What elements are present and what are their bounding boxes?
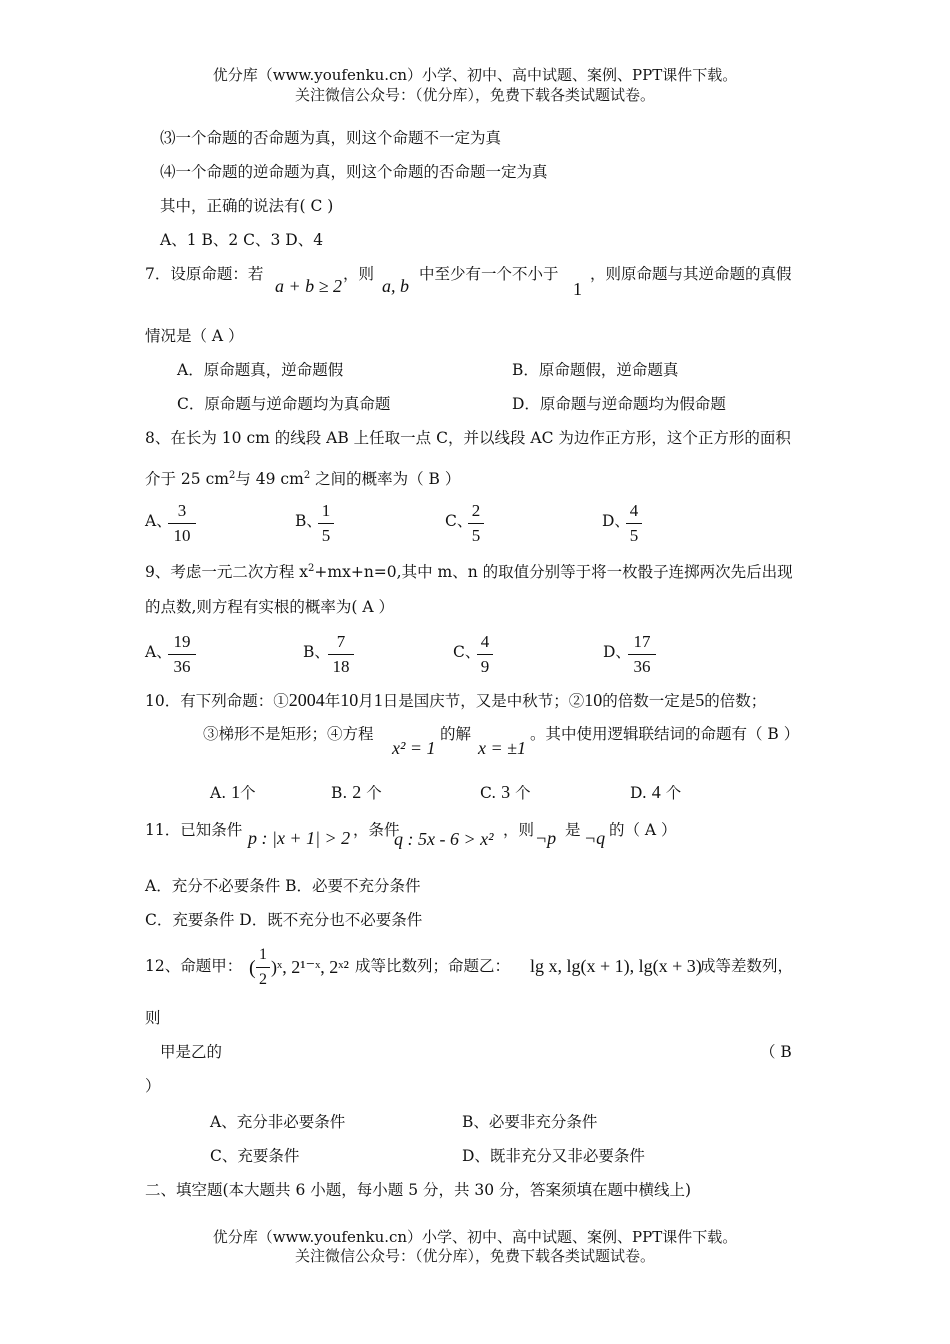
q12-option-a: A、充分非必要条件 xyxy=(210,1113,346,1131)
option-label: B. xyxy=(331,784,348,802)
q7-option-a: A．原命题真，逆命题假 xyxy=(177,361,344,379)
numerator: 19 xyxy=(173,632,191,651)
q12-line-2: 则 xyxy=(145,1009,161,1027)
q12-text-3: 成等差数列， xyxy=(700,957,794,975)
q11-text-3: ，则 xyxy=(503,821,535,839)
page-footer-line2: 关注微信公众号：（优分库），免费下载各类试题试卷。 xyxy=(294,1247,655,1265)
q6-question: 其中，正确的说法有( C ) xyxy=(160,197,334,215)
q10-solution: x = ±1 xyxy=(478,738,527,758)
q9-option-b-label: B、 xyxy=(303,643,330,661)
q12-option-d: D、既非充分又非必要条件 xyxy=(462,1147,645,1165)
q12-fraction xyxy=(256,945,270,990)
q7-option-d: D．原命题与逆命题均为假命题 xyxy=(512,395,726,413)
q9-option-b-fraction xyxy=(328,632,354,677)
option-number: 1 xyxy=(231,782,241,802)
q9-option-a-label: A、 xyxy=(145,643,172,661)
option-number: 3 xyxy=(501,782,511,802)
q8-sup-2: 2 xyxy=(303,470,311,481)
q11-options-cd: C．充要条件 D．既不充分也不必要条件 xyxy=(145,911,423,929)
q6-options: A、1 B、2 C、3 D、4 xyxy=(160,231,324,249)
q10-num-10: 10 xyxy=(584,690,603,710)
q8-line-1: 8、在长为 10 cm 的线段 AB 上任取一点 C，并以线段 AC 为边作正方形，这个正方形的面积 xyxy=(145,429,791,447)
numerator: 2 xyxy=(471,501,481,520)
q10-option-a xyxy=(210,782,256,803)
option-label: C. xyxy=(480,784,497,802)
q12-paren-open: ( xyxy=(249,957,256,979)
q11-text-2: ，条件 xyxy=(353,821,400,839)
q8-option-b-fraction xyxy=(318,501,334,546)
page-footer-line1: 优分库（www.youfenku.cn）小学、初中、高中试题、案例、PPT课件下载。 xyxy=(212,1228,738,1246)
option-label: D. xyxy=(630,784,647,802)
q7-option-b: B．原命题假，逆命题真 xyxy=(512,361,679,379)
q10-num-5: 5 xyxy=(695,690,705,710)
q8-text-a: 介于 25 cm xyxy=(145,470,229,489)
denominator: 5 xyxy=(321,526,331,545)
section-2-heading: 二、填空题(本大题共 6 小题，每小题 5 分，共 30 分，答案须填在题中横线上) xyxy=(145,1181,692,1199)
q7-line-2: 情况是（ A ） xyxy=(145,327,244,345)
q8-text-c: 之间的概率为（ B ） xyxy=(310,470,461,489)
q10-option-b xyxy=(331,782,382,803)
q11-condition-p: p : |x + 1| > 2 xyxy=(248,828,351,848)
option-number: 2 xyxy=(352,782,362,802)
q12-line-3: 甲是乙的 xyxy=(160,1043,223,1061)
q10-year: 2004 xyxy=(288,690,325,710)
q7-math-ab: a, b xyxy=(382,276,409,296)
denominator: 36 xyxy=(173,657,191,676)
q7-math-condition: a + b ≥ 2 xyxy=(275,276,343,296)
option-label: A. xyxy=(210,784,227,802)
q11-text-5: 的（ A ） xyxy=(609,821,677,839)
q12-sequence-b: lg x, lg(x + 1), lg(x + 3) xyxy=(530,956,702,976)
q7-text-1: 7．设原命题：若 xyxy=(145,265,264,283)
numerator: 1 xyxy=(259,946,267,963)
q11-text-1: 11．已知条件 xyxy=(145,821,243,839)
q7-math-one: 1 xyxy=(573,279,582,299)
q12-text-1: 12、命题甲： xyxy=(145,957,243,975)
q6-statement-3: ⑶一个命题的否命题为真，则这个命题不一定为真 xyxy=(160,129,502,147)
q12-answer: （ B xyxy=(760,1043,792,1061)
q10-text-a: 10．有下列命题：① xyxy=(145,692,289,710)
denominator: 5 xyxy=(471,526,481,545)
q10-equation: x² = 1 xyxy=(392,738,436,758)
q8-option-c-fraction xyxy=(468,501,484,546)
q8-option-d-fraction xyxy=(626,501,642,546)
numerator: 17 xyxy=(633,632,651,651)
q7-text-2: ，则 xyxy=(343,265,375,283)
q9-line-2: 的点数,则方程有实根的概率为( A ） xyxy=(145,598,395,616)
q8-option-c-label: C、 xyxy=(445,512,473,530)
q7-text-4: ，则原命题与其逆命题的真假 xyxy=(590,265,792,283)
q11-condition-q: q : 5x - 6 > x² xyxy=(394,829,494,849)
q6-statement-4: ⑷一个命题的逆命题为真，则这个命题的否命题一定为真 xyxy=(160,163,548,181)
numerator: 7 xyxy=(336,632,346,651)
q9-option-d-fraction xyxy=(628,632,656,677)
page-header-line1: 优分库（www.youfenku.cn）小学、初中、高中试题、案例、PPT课件下载。 xyxy=(212,66,738,84)
q8-line-2 xyxy=(145,466,460,489)
q11-options-ab: A．充分不必要条件 B．必要不充分条件 xyxy=(145,877,421,895)
q11-not-q: ¬q xyxy=(584,828,606,848)
q7-option-c: C．原命题与逆命题均为真命题 xyxy=(177,395,391,413)
denominator: 9 xyxy=(480,657,490,676)
q10-text-f: 的倍数； xyxy=(704,692,767,710)
q8-sup-1: 2 xyxy=(228,470,236,481)
denominator: 5 xyxy=(629,526,639,545)
option-unit: 个 xyxy=(366,784,382,802)
q10-month: 10 xyxy=(340,690,359,710)
q10-text-d: 日是国庆节，又是中秋节；② xyxy=(382,692,585,710)
q12-sequence-a: )ˣ, 2¹⁻ˣ, 2ˣ² xyxy=(271,957,349,977)
denominator: 2 xyxy=(259,971,267,988)
q12-close-paren: ） xyxy=(145,1077,161,1095)
denominator: 18 xyxy=(332,657,350,676)
q10-text-2b: 的解 xyxy=(440,725,472,743)
q8-option-a-label: A、 xyxy=(145,512,172,530)
q9-option-d-label: D、 xyxy=(603,643,631,661)
q8-option-b-label: B、 xyxy=(295,512,322,530)
q9-option-c-fraction xyxy=(477,632,493,677)
q10-text-e: 的倍数一定是 xyxy=(602,692,696,710)
option-number: 4 xyxy=(651,782,661,802)
numerator: 4 xyxy=(480,632,490,651)
q10-text-b: 年 xyxy=(324,692,341,710)
q9-line-1 xyxy=(145,559,793,582)
q8-text-b: 与 49 cm xyxy=(235,470,304,489)
q10-text-2c: 。其中使用逻辑联结词的命题有（ B ） xyxy=(530,725,800,743)
q9-text-a: 9、考虑一元二次方程 x xyxy=(145,563,309,582)
numerator: 3 xyxy=(177,501,187,520)
q12-option-c: C、充要条件 xyxy=(210,1147,300,1165)
numerator: 4 xyxy=(629,501,639,520)
denominator: 36 xyxy=(633,657,651,676)
q12-option-b: B、必要非充分条件 xyxy=(462,1113,598,1131)
q9-option-c-label: C、 xyxy=(453,643,481,661)
q10-option-c xyxy=(480,782,531,803)
denominator: 10 xyxy=(173,526,191,545)
option-unit: 个 xyxy=(665,784,682,802)
q7-text-3: 中至少有一个不小于 xyxy=(419,265,559,283)
q10-option-d xyxy=(630,782,681,803)
q8-option-d-label: D、 xyxy=(602,512,630,530)
option-unit: 个 xyxy=(240,784,256,802)
q11-not-p: ¬p xyxy=(535,828,557,848)
q10-text-2a: ③梯形不是矩形；④方程 xyxy=(203,725,374,743)
numerator: 1 xyxy=(321,501,331,520)
q8-option-a-fraction xyxy=(168,501,196,546)
q12-text-2: 成等比数列；命题乙： xyxy=(355,957,511,975)
page-header-line2: 关注微信公众号：（优分库），免费下载各类试题试卷。 xyxy=(294,86,655,104)
q9-sup: 2 xyxy=(308,563,315,574)
q10-line-1 xyxy=(145,690,766,711)
q9-text-b: +mx+n=0,其中 m、n 的取值分别等于将一枚骰子连掷两次先后出现 xyxy=(314,563,793,582)
q9-option-a-fraction xyxy=(168,632,196,677)
q10-text-c: 月 xyxy=(358,692,374,710)
q11-text-4: 是 xyxy=(565,821,581,839)
q10-day: 1 xyxy=(373,690,383,710)
option-unit: 个 xyxy=(515,784,531,802)
